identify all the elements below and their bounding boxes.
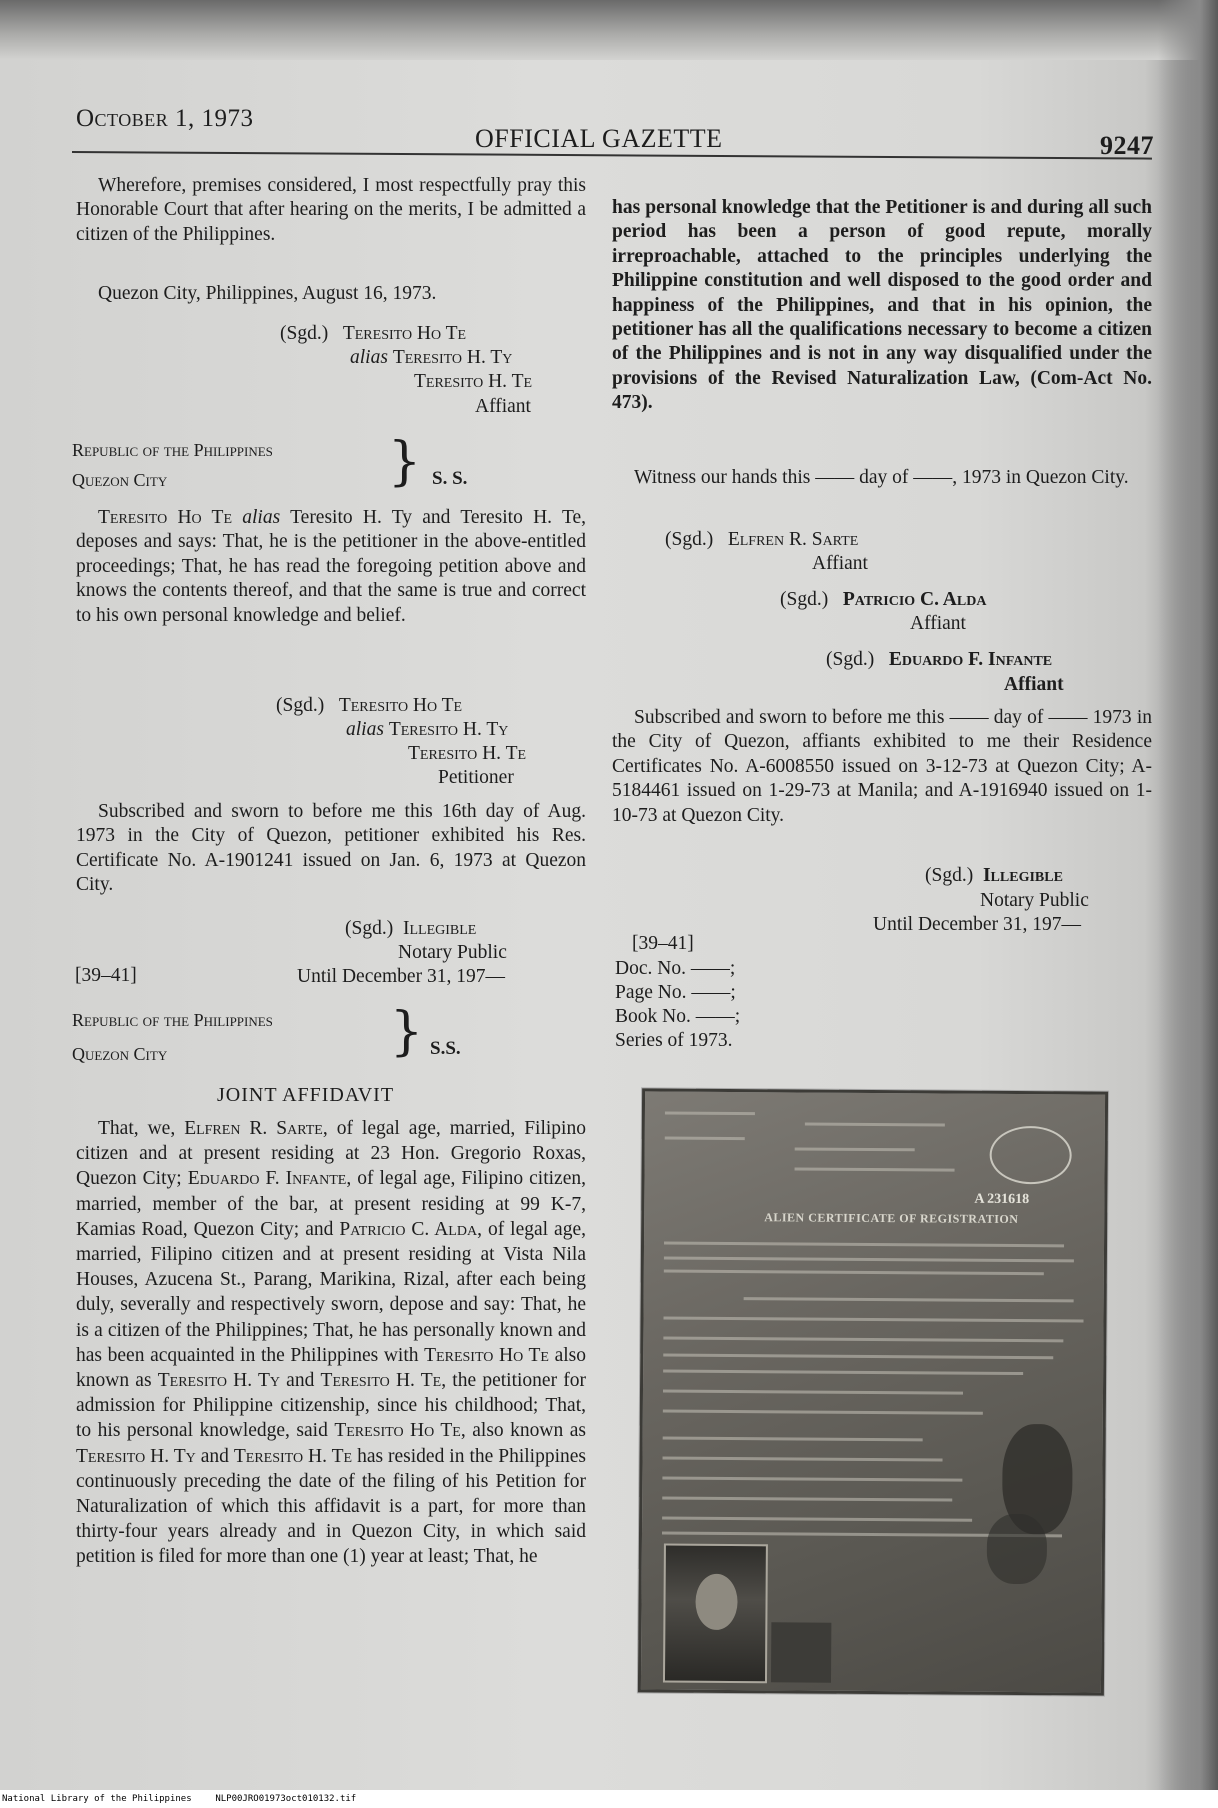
alias-line: alias Teresito H. Ty (350, 347, 513, 368)
signature-block-affiant: (Sgd.) Teresito Ho Te (280, 323, 467, 344)
doc-number-line: Doc. No. ——; (615, 958, 736, 979)
notary-title: Notary Public (398, 942, 507, 963)
seal-icon (989, 1126, 1071, 1185)
library-credit: National Library of the Philippines (2, 1794, 192, 1804)
notary-title: Notary Public (980, 890, 1089, 911)
portrait-photo (663, 1544, 768, 1684)
scan-filename: NLP00JRO01973oct010132.tif (215, 1794, 357, 1804)
affiants-jurat-paragraph: Subscribed and sworn to before me this —— day of —— 1973 in the City of Quezon, affiants exhibited to me their Residence Certificates No. A-6008550 issued on 3-12-73 at Quezon City; A-5184461 issued on 1-29-73 at Manila; and A-1916940 issued on 1-10-73 at Quezon City. (612, 707, 1152, 826)
signer-role: Petitioner (438, 767, 514, 788)
certificate-title: ALIEN CERTIFICATE OF REGISTRATION (764, 1210, 1019, 1227)
alias-line-2: Teresito H. Te (414, 371, 533, 392)
publication-title: OFFICIAL GAZETTE (475, 124, 723, 153)
certificate-number: A 231618 (974, 1191, 1030, 1208)
joint-affidavit-heading: JOINT AFFIDAVIT (217, 1084, 395, 1106)
signer-role: Affiant (812, 553, 868, 574)
thumbprint-2 (987, 1514, 1047, 1584)
notary-signature: (Sgd.) Illegible (925, 865, 1063, 886)
scan-right-shadow (1158, 0, 1218, 1790)
notary-signature: (Sgd.) Illegible (345, 918, 477, 939)
continued-paragraph: has personal knowledge that the Petitioner is and during all such period has been a person of good repute, morally irreproachable, attached to the principles underlying the Philippine constitution and well disposed to the good order and happiness of the Philippines, and that in his opinion, the petitioner has all the qualifications necessary to become a citizen of the Philippines and is not in any way disqualified under the provisions of the Revised Naturalization Law, (Com-Act No. 473). (612, 197, 1152, 414)
verification-paragraph: Teresito Ho Te alias Teresito H. Ty and Teresito H. Te, deposes and says: That, he is the petitioner in the above-entitled proceedings; That, he has read the foregoing petition above and knows the contents thereof, and that the same is true and correct to his own personal knowledge and belief. (76, 507, 587, 626)
scan-footer (0, 1790, 1218, 1808)
issue-date: October 1, 1973 (76, 105, 254, 132)
venue-block-1: Republic of the Philippines Quezon City } S. S. (72, 432, 468, 492)
stamp (771, 1622, 831, 1682)
signer-role: Affiant (475, 396, 531, 417)
page-number-line: Page No. ——; (615, 982, 736, 1003)
series-line: Series of 1973. (615, 1030, 733, 1051)
witness-paragraph: Witness our hands this —— day of ——, 1973 in Quezon City. (634, 467, 1129, 488)
reference-number: [39–41] (75, 965, 137, 986)
notary-commission: Until December 31, 197— (297, 966, 505, 987)
book-number-line: Book No. ——; (615, 1006, 741, 1027)
prayer-paragraph: Wherefore, premises considered, I most respectfully pray this Honorable Court that after hearing on the merits, I be admitted a citizen of the Philippines. (76, 175, 586, 245)
affiant-signature-sarte: (Sgd.) Elfren R. Sarte (665, 529, 859, 550)
scan-top-shadow (0, 0, 1218, 60)
reference-number: [39–41] (632, 933, 694, 954)
alias-line-2: Teresito H. Te (408, 743, 527, 764)
alien-certificate-photo (638, 1088, 1108, 1695)
alias-line: alias Teresito H. Ty (346, 719, 509, 740)
venue-block-2: Republic of the Philippines Quezon City } S.S. (72, 1002, 461, 1064)
signer-role: Affiant (910, 613, 966, 634)
affiant-signature-infante: (Sgd.) Eduardo F. Infante (826, 649, 1053, 670)
jurat-paragraph: Subscribed and sworn to before me this 16th day of Aug. 1973 in the City of Quezon, petitioner exhibited his Res. Certificate No. A-1901241 issued on Jan. 6, 1973 at Quezon City. (76, 801, 586, 896)
signature-block-petitioner: (Sgd.) Teresito Ho Te (276, 695, 463, 716)
place-date: Quezon City, Philippines, August 16, 1973. (98, 283, 437, 304)
joint-affidavit-paragraph: That, we, Elfren R. Sarte, of legal age, married, Filipino citizen and at present residing at 23 Hon. Gregorio Roxas, Quezon City; Eduardo F. Infante, of legal age, Filipino citizen, married, member of the bar, at present residing at 99 K-7, Kamias Road, Quezon City; and Patricio C. Alda, of legal age, married, Filipino citizen and at present residing at Vista Nila Houses, Azucena St., Parang, Marikina, Rizal, after each being duly, severally and respectively sworn, depose and say: That, he is a citizen of the Philippines; That, he has personally known and has been acquainted in the Philippines with Teresito Ho Te also known as Teresito H. Ty and Teresito H. Te, the petitioner for admission for Philippine citizenship, since his childhood; That, to his personal knowledge, said Teresito Ho Te, also known as Teresito H. Ty and Teresito H. Te has resided in the Philippines continuously preceding the date of the filing of his Petition for Naturalization of which this affidavit is a part, for more than thirty-four years already and in Quezon City, in which said petition is filed for more than one (1) year at least; That, he (76, 1118, 586, 1568)
notary-commission: Until December 31, 197— (873, 914, 1081, 935)
affiant-signature-alda: (Sgd.) Patricio C. Alda (780, 589, 987, 610)
signer-role: Affiant (1004, 674, 1064, 695)
page-number: 9247 (1100, 131, 1154, 160)
